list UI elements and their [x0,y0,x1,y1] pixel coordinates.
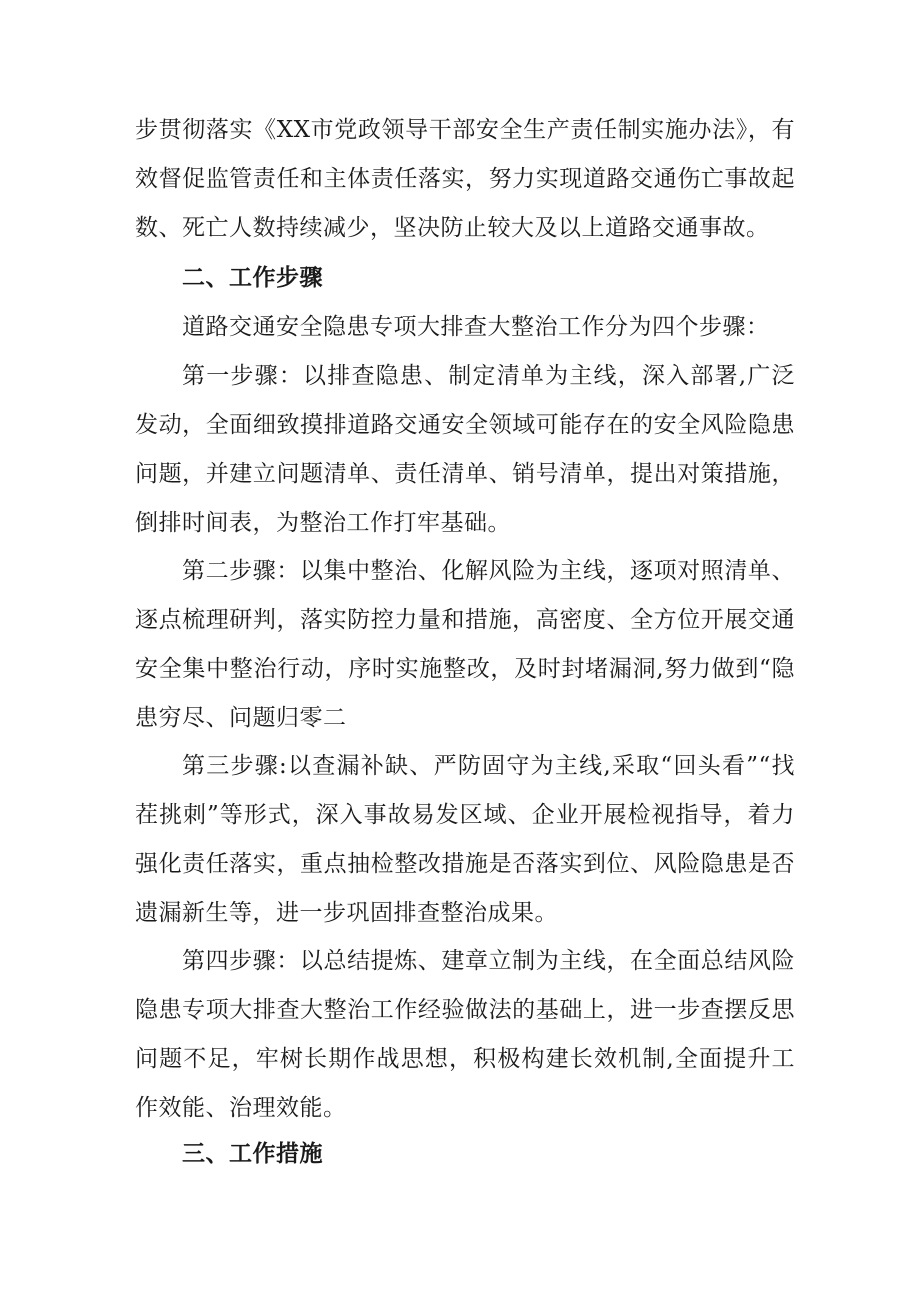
steps-overview-paragraph: 道路交通安全隐患专项大排查大整治工作分为四个步骤： [182,314,770,340]
step-four-paragraph: 第四步骤：以总结提炼、建章立制为主线，在全面总结风险隐患专项大排查大整治工作经验做法的基础上，进一步查摆反思问题不足，牢树长期作战思想，积极构建长效机制,全面提升工作效能、治理效能。 [135,948,795,1121]
section-heading-work-steps: 二、工作步骤 [182,265,323,291]
step-one-paragraph: 第一步骤：以排查隐患、制定清单为主线，深入部署,广泛发动，全面细致摸排道路交通安全领域可能存在的安全风险隐患问题，并建立问题清单、责任清单、销号清单，提出对策措施，倒排时间表，为整治工作打牢基础。 [135,363,795,536]
intro-paragraph: 步贯彻落实《XX市党政领导干部安全生产责任制实施办法》，有效督促监管责任和主体责任落实，努力实现道路交通伤亡事故起数、死亡人数持续减少，坚决防止较大及以上道路交通事故。 [135,117,795,241]
step-two-paragraph: 第二步骤：以集中整治、化解风险为主线，逐项对照清单、逐点梳理研判，落实防控力量和措施，高密度、全方位开展交通安全集中整治行动，序时实施整改，及时封堵漏洞,努力做到“隐患穷尽、问题归零二 [135,558,795,731]
section-heading-work-measures: 三、工作措施 [182,1141,323,1167]
step-three-paragraph: 第三步骤:以查漏补缺、严防固守为主线,采取“回头看”“找茬挑刺”等形式，深入事故易发区域、企业开展检视指导，着力强化责任落实，重点抽检整改措施是否落实到位、风险隐患是否遗漏新生等，进一步巩固排查整治成果。 [135,753,795,926]
